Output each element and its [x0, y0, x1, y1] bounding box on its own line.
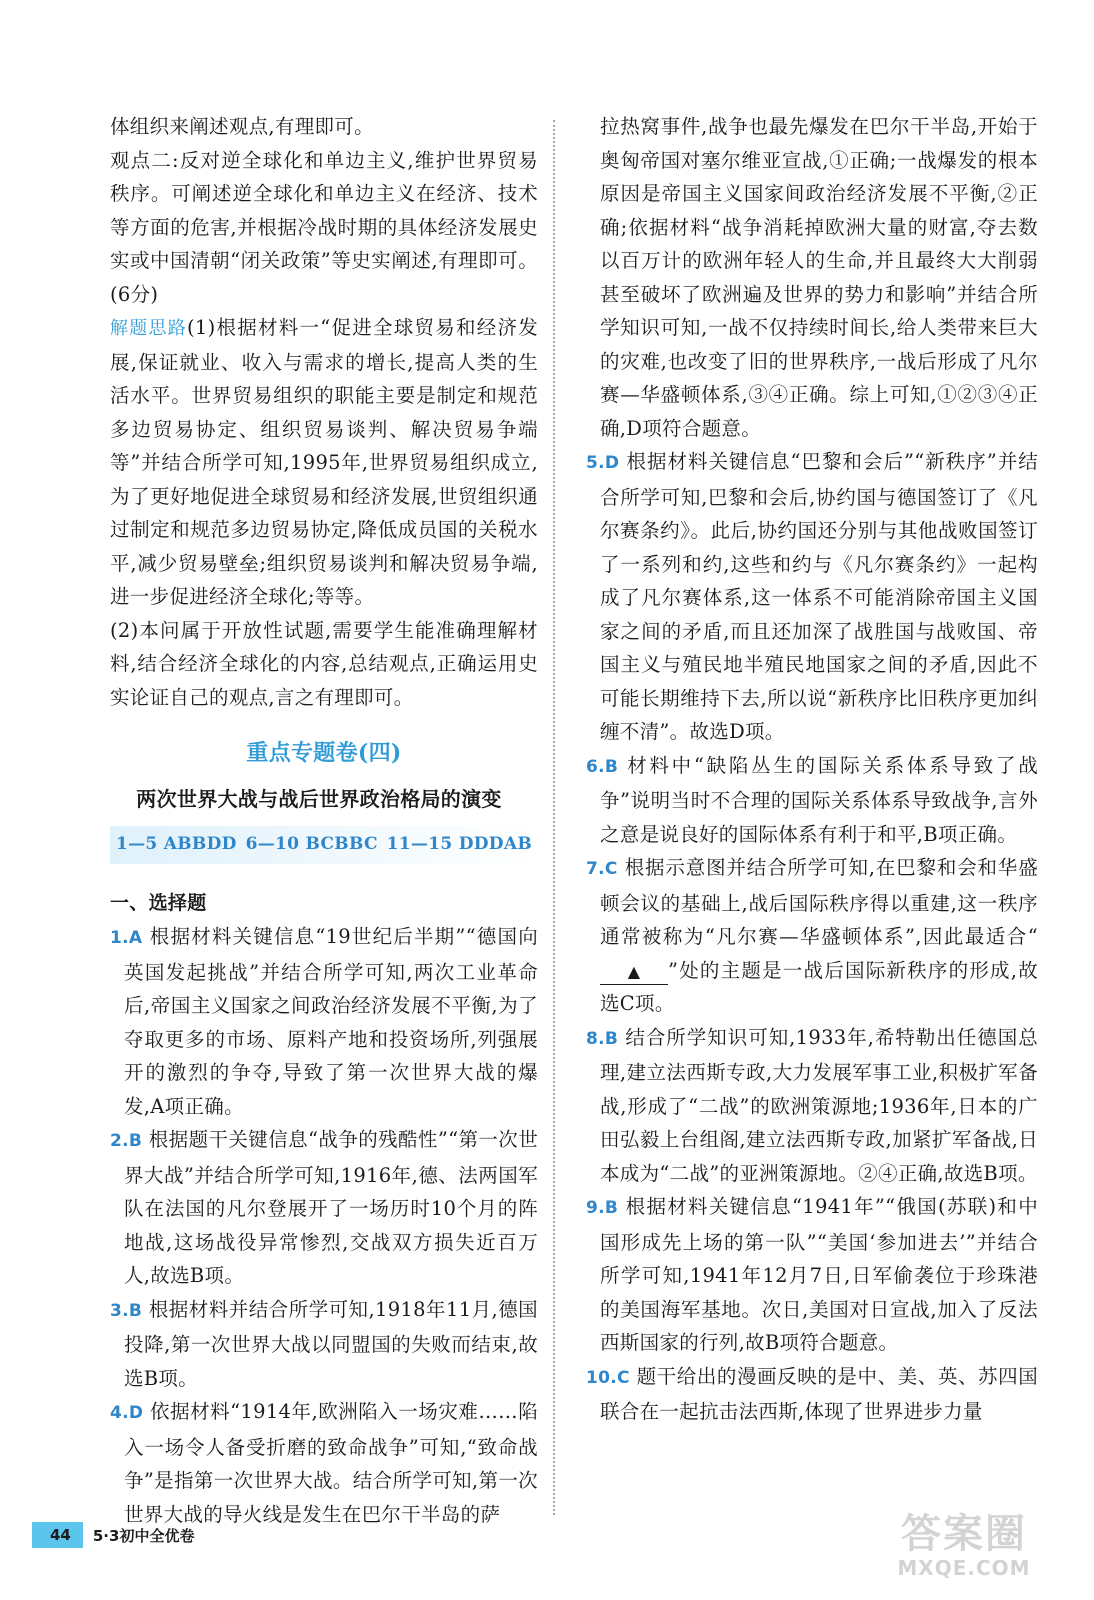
answer-item	[110, 1395, 538, 1531]
paragraph-3-text: (1)根据材料一“促进全球贸易和经济发展,保证就业、收入与需求的增长,提高人类的生活水平。世界贸易组织的职能主要是制定和规范多边贸易协定、组织贸易谈判、解决贸易争端等”并结合所学可知,1995年,世界贸易组织成立,为了更好地促进全球贸易和经济发展,世贸组织通过制定和规范多边贸易协定,降低成员国的关税水平,减少贸易壁垒;组织贸易谈判和解决贸易争端,进一步促进经济全球化;等等。	[110, 316, 538, 608]
page-number: 44	[32, 1522, 83, 1548]
answer-item	[586, 1190, 1038, 1360]
item-text: 根据材料关键信息“1941年”“俄国(苏联)和中国形成先上场的第一队”“美国‘参加进去’”并结合所学可知,1941年12月7日,日军偷袭位于珍珠港的美国海军基地。次日,美国对日宣战,加入了反法西斯国家的行列,故B项符合题意。	[600, 1195, 1039, 1354]
item-text: 结合所学知识可知,1933年,希特勒出任德国总理,建立法西斯专政,大力发展军事工业,积极扩军备战,形成了“二战”的欧洲策源地;1936年,日本的广田弘毅上台组阁,建立法西斯专政,加紧扩军备战,日本成为“二战”的亚洲策源地。②④正确,故选B项。	[600, 1025, 1038, 1185]
column-divider	[553, 120, 555, 1515]
answer-item	[586, 1360, 1038, 1429]
item-text: 题干给出的漫画反映的是中、美、英、苏四国联合在一起抗击法西斯,体现了世界进步力量	[600, 1364, 1038, 1423]
item-text: 根据材料关键信息“19世纪后半期”“德国向英国发起挑战”并结合所学可知,两次工业革命后,帝国主义国家之间政治经济发展不平衡,为了夺取更多的市场、原料产地和投资场所,列强展开的激烈的争夺,导致了第一次世界大战的爆发,A项正确。	[124, 925, 538, 1118]
answer-item	[110, 1123, 538, 1293]
item-text: 根据材料关键信息“巴黎和会后”“新秩序”并结合所学可知,巴黎和会后,协约国与德国签订了《凡尔赛条约》。此后,协约国还分别与其他战败国签订了一系列和约,这些和约与《凡尔赛条约》一起构成了凡尔赛体系,这一体系不可能消除帝国主义国家之间的矛盾,而且还加深了战胜国与战败国、帝国主义与殖民地半殖民地国家之间的矛盾,因此不可能长期维持下去,所以说“新秩序比旧秩序更加纠缠不清”。故选D项。	[600, 450, 1038, 743]
item-text: 依据材料“1914年,欧洲陷入一场灾难……陷入一场令人备受折磨的致命战争”可知,“致命战争”是指第一次世界大战。结合所学可知,第一次世界大战的导火线是发生在巴尔干半岛的萨	[124, 1400, 538, 1526]
answer-group-2: 6—10 BCBBC	[245, 834, 378, 854]
item-number: 2.B	[110, 1131, 143, 1151]
answer-item	[586, 851, 1038, 1021]
solution-tag: 解题思路	[110, 318, 187, 339]
item-number: 10.C	[586, 1367, 630, 1388]
paragraph-4: (2)本问属于开放性试题,需要学生能准确理解材料,结合经济全球化的内容,总结观点,正确运用史实论证自己的观点,言之有理即可。	[110, 618, 538, 709]
paragraph-2: 观点二:反对逆全球化和单边主义,维护世界贸易秩序。可阐述逆全球化和单边主义在经济、技术等方面的危害,并根据冷战时期的具体经济发展史实或中国清朝“闭关政策”等史实阐述,有理即可。(6分)	[110, 148, 538, 306]
item-number: 7.C	[586, 859, 618, 879]
answer-item	[586, 445, 1038, 749]
watermark	[874, 1512, 1054, 1582]
item-text: 材料中“缺陷丛生的国际关系体系导致了战争”说明当时不合理的国际关系体系导致战争,言外之意是说良好的国际体系有利于和平,B项正确。	[600, 753, 1039, 846]
item-text-a: 根据示意图并结合所学可知,在巴黎和会和华盛顿会议的基础上,战后国际秩序得以重建,这一秩序通常被称为“凡尔赛—华盛顿体系”,因此最适合“	[600, 856, 1039, 948]
left-column	[110, 110, 538, 1531]
item-4-continuation: 拉热窝事件,战争也最先爆发在巴尔干半岛,开始于奥匈帝国对塞尔维亚宣战,①正确;一战爆发的根本原因是帝国主义国家间政治经济发展不平衡,②正确;依据材料“战争消耗掉欧洲大量的财富,夺去数以百万计的欧洲年轻人的生命,并且最终大大削弱甚至破坏了欧洲遍及世界的势力和影响”并结合所学知识可知,一战不仅持续时间长,给人类带来巨大的灾难,也改变了旧的世界秩序,一战后形成了凡尔赛—华盛顿体系,③④正确。综上可知,①②③④正确,D项符合题意。	[600, 115, 1038, 440]
item-text: 根据材料并结合所学可知,1918年11月,德国投降,第一次世界大战以同盟国的失败而结束,故选B项。	[124, 1297, 538, 1390]
answer-item	[110, 1293, 538, 1396]
item-number: 3.B	[110, 1300, 143, 1321]
answer-item	[586, 749, 1038, 852]
item-number: 9.B	[586, 1198, 619, 1218]
section-heading: 一、选择题	[110, 891, 207, 914]
answer-group-3: 11—15 DDDAB	[386, 834, 532, 854]
item-number: 5.D	[586, 453, 620, 473]
right-column	[586, 110, 1038, 1429]
answer-item	[586, 1021, 1038, 1191]
paragraph-1: 体组织来阐述观点,有理即可。	[110, 115, 374, 138]
page-footer	[32, 1522, 194, 1548]
item-number: 6.B	[586, 756, 619, 777]
paragraph-3	[110, 311, 538, 614]
answer-group-1: 1—5 ABBDD	[116, 834, 237, 854]
answer-item	[110, 920, 538, 1123]
watermark-logo: 答案圈	[901, 1511, 1027, 1557]
book-brand: 5·3初中全优卷	[92, 1526, 195, 1545]
section-subtitle: 两次世界大战与战后世界政治格局的演变	[136, 787, 502, 811]
item-number: 8.B	[586, 1028, 619, 1049]
watermark-url: MXQE.COM	[897, 1556, 1031, 1580]
item-text: 根据题干关键信息“战争的残酷性”“第一次世界大战”并结合所学可知,1916年,德、法两国军队在法国的凡尔登展开了一场历时10个月的阵地战,这场战役异常惨烈,交战双方损失近百万人,故选B项。	[124, 1128, 538, 1287]
item-text-b: ”处的主题是一战后国际新秩序的形成,故选C项。	[600, 958, 1038, 1015]
item-number: 4.D	[110, 1403, 144, 1423]
item-number: 1.A	[110, 928, 143, 948]
blank-triangle: ▲	[600, 960, 668, 985]
section-title: 重点专题卷(四)	[246, 740, 402, 766]
section-heading-wrap	[110, 886, 538, 921]
answer-key	[110, 826, 538, 864]
